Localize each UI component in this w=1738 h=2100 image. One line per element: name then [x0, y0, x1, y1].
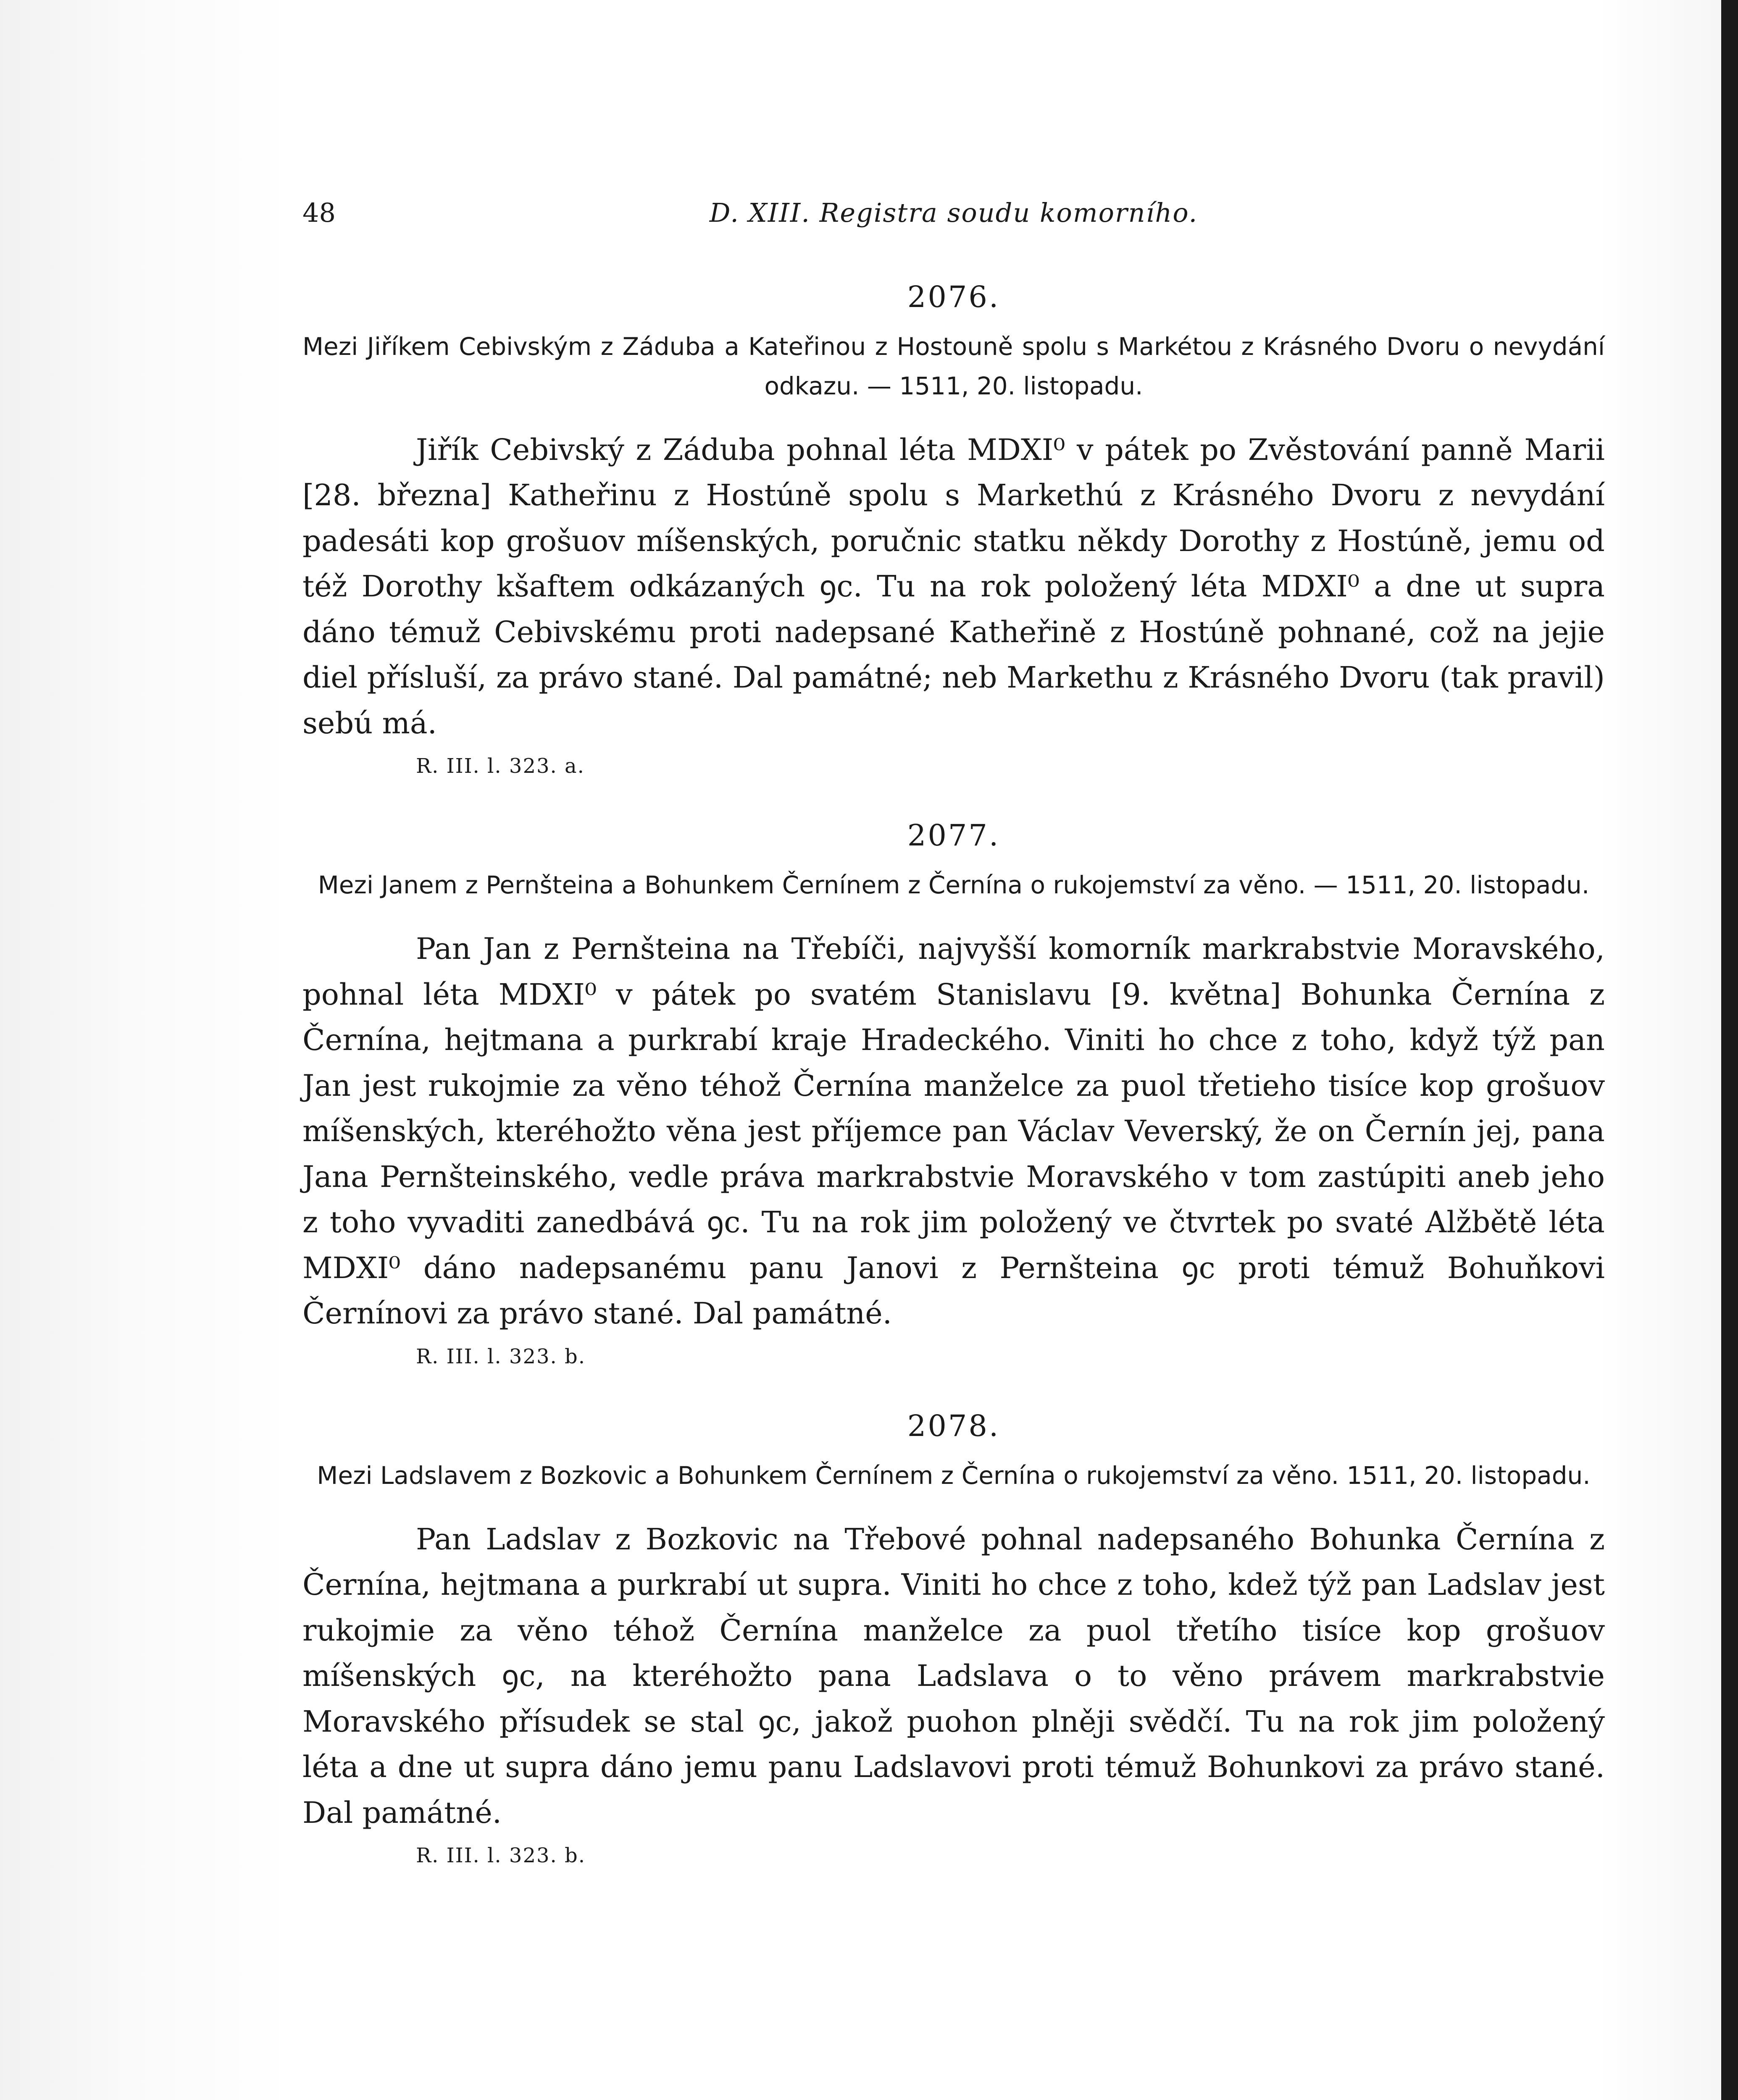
entry-number: 2077.: [907, 818, 1000, 853]
entry-summary: Mezi Ladslavem z Bozkovic a Bohunkem Černínem z Černína o rukojemství za věno. 1511, 20. listopadu.: [317, 1461, 1591, 1490]
document-page: [302, 197, 1605, 1867]
entry-text: Jiřík Cebivský z Záduba pohnal léta MDXI⁰ v pátek po Zvěstování panně Marii [28. března] Katheřinu z Hostúně spolu s Markethú z Krásného Dvoru z nevydání padesáti kop grošuov míšenských, poručnic statku někdy Dorothy z Hostúně, jemu od též Dorothy kšaftem odkázaných ꝯc. Tu na rok položený léta MDXI⁰ a dne ut supra dáno témuž Cebivskému proti nadepsané Katheřině z Hostúně pohnané, což na jejie diel přísluší, za právo stané. Dal památné; neb Markethu z Krásného Dvoru (tak pravil) sebú má.: [302, 432, 1605, 740]
running-head-title: D. XIII. Registra soudu komorního.: [709, 197, 1198, 228]
entry-source: R. III. l. 323. b.: [416, 1844, 586, 1868]
entry-text: Pan Ladslav z Bozkovic na Třebové pohnal nadepsaného Bohunka Černína z Černína, hejtmana a purkrabí ut supra. Viniti ho chce z toho, kdež týž pan Ladslav jest rukojmie za věno téhož Černína manželce za puol třetího tisíce kop grošuov míšenských ꝯc, na kteréhožto pana Ladslava o to věno právem markrabstvie Moravského přísudek se stal ꝯc, jakož puohon plněji svědčí. Tu na rok jim položený léta a dne ut supra dáno jemu panu Ladslavovi proti témuž Bohunkovi za právo stané. Dal památné.: [302, 1522, 1605, 1830]
entry-summary: Mezi Janem z Pernšteina a Bohunkem Černínem z Černína o rukojemství za věno. — 1511, 20. listopadu.: [318, 871, 1590, 900]
running-head: [302, 197, 1605, 239]
entry-source: R. III. l. 323. a.: [416, 754, 585, 778]
scan-edge: [1721, 0, 1738, 2100]
entry-2078: [302, 1408, 1605, 1867]
page-number: 48: [302, 197, 336, 228]
entry-source: R. III. l. 323. b.: [416, 1344, 586, 1368]
entry-text: Pan Jan z Pernšteina na Třebíči, najvyšší komorník markrabstvie Moravského, pohnal léta MDXI⁰ v pátek po svatém Stanislavu [9. května] Bohunka Černína z Černína, hejtmana a purkrabí kraje Hradeckého. Viniti ho chce z toho, když týž pan Jan jest rukojmie za věno téhož Černína manželce za puol třetieho tisíce kop grošuov míšenských, kteréhožto věna jest příjemce pan Václav Veverský, že on Černín jej, pana Jana Pernšteinského, vedle práva markrabstvie Moravského v tom zastúpiti aneb jeho z toho vyvaditi zanedbává ꝯc. Tu na rok jim položený ve čtvrtek po svaté Alžbětě léta MDXI⁰ dáno nadepsanému panu Janovi z Pernšteina ꝯc proti témuž Bohuňkovi Černínovi za právo stané. Dal památné.: [302, 932, 1605, 1331]
entry-2077: [302, 818, 1605, 1368]
entry-summary: Mezi Jiříkem Cebivským z Záduba a Kateřinou z Hostouně spolu s Markétou z Krásného Dvoru o nevydání odkazu. — 1511, 20. listopadu.: [302, 332, 1605, 400]
entry-2076: [302, 279, 1605, 778]
entry-number: 2076.: [907, 280, 1000, 314]
entry-number: 2078.: [907, 1408, 1000, 1443]
